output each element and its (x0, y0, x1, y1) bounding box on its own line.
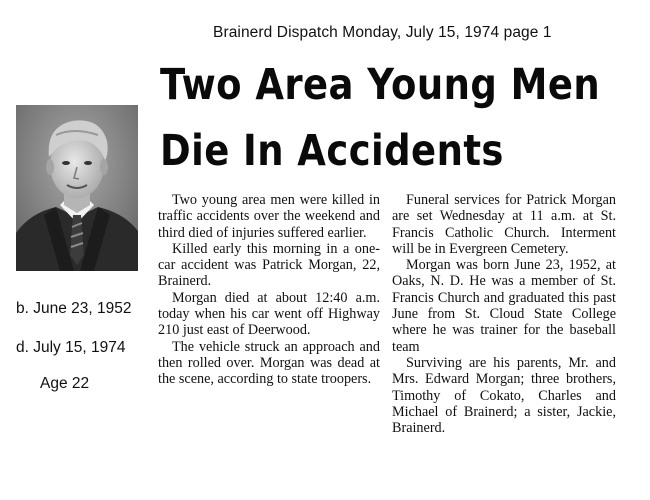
portrait-photo (16, 105, 138, 271)
death-date: d. July 15, 1974 (16, 339, 126, 356)
headline-line-1: Two Area Young Men (160, 60, 601, 110)
article-paragraph: Morgan was born June 23, 1952, at Oaks, N. D. He was a member of St. Francis Church and graduated this past June from St. Cloud State College where he was trainer for the baseball team (392, 257, 616, 355)
article-paragraph: The vehicle struck an approach and then rolled over. Morgan was dead at the scene, according to state troopers. (158, 338, 380, 388)
article-paragraph: Killed early this morning in a one-car accident was Patrick Morgan, 22, Brainerd. (158, 240, 380, 290)
headline (160, 52, 601, 184)
article-paragraph: Surviving are his parents, Mr. and Mrs. Edward Morgan; three brothers, Timothy of Cokato, Charles and Michael of Brainerd; a sister, Jackie, Brainerd. (392, 354, 616, 437)
article-column-1 (158, 192, 380, 388)
article-paragraph: Morgan died at about 12:40 a.m. today when his car went off Highway 210 just east of Deerwood. (158, 289, 380, 339)
article-paragraph: Funeral services for Patrick Morgan are set Wednesday at 11 a.m. at St. Francis Catholic Church. Interment will be in Evergreen Cemetery. (392, 192, 616, 257)
article-paragraph: Two young area men were killed in traffic accidents over the weekend and third died of injuries suffered earlier. (158, 192, 380, 241)
birth-date: b. June 23, 1952 (16, 300, 132, 317)
source-caption: Brainerd Dispatch Monday, July 15, 1974 page 1 (213, 24, 552, 41)
age-label: Age 22 (40, 375, 90, 392)
article-column-2 (392, 192, 616, 436)
headline-line-2: Die In Accidents (160, 126, 504, 176)
